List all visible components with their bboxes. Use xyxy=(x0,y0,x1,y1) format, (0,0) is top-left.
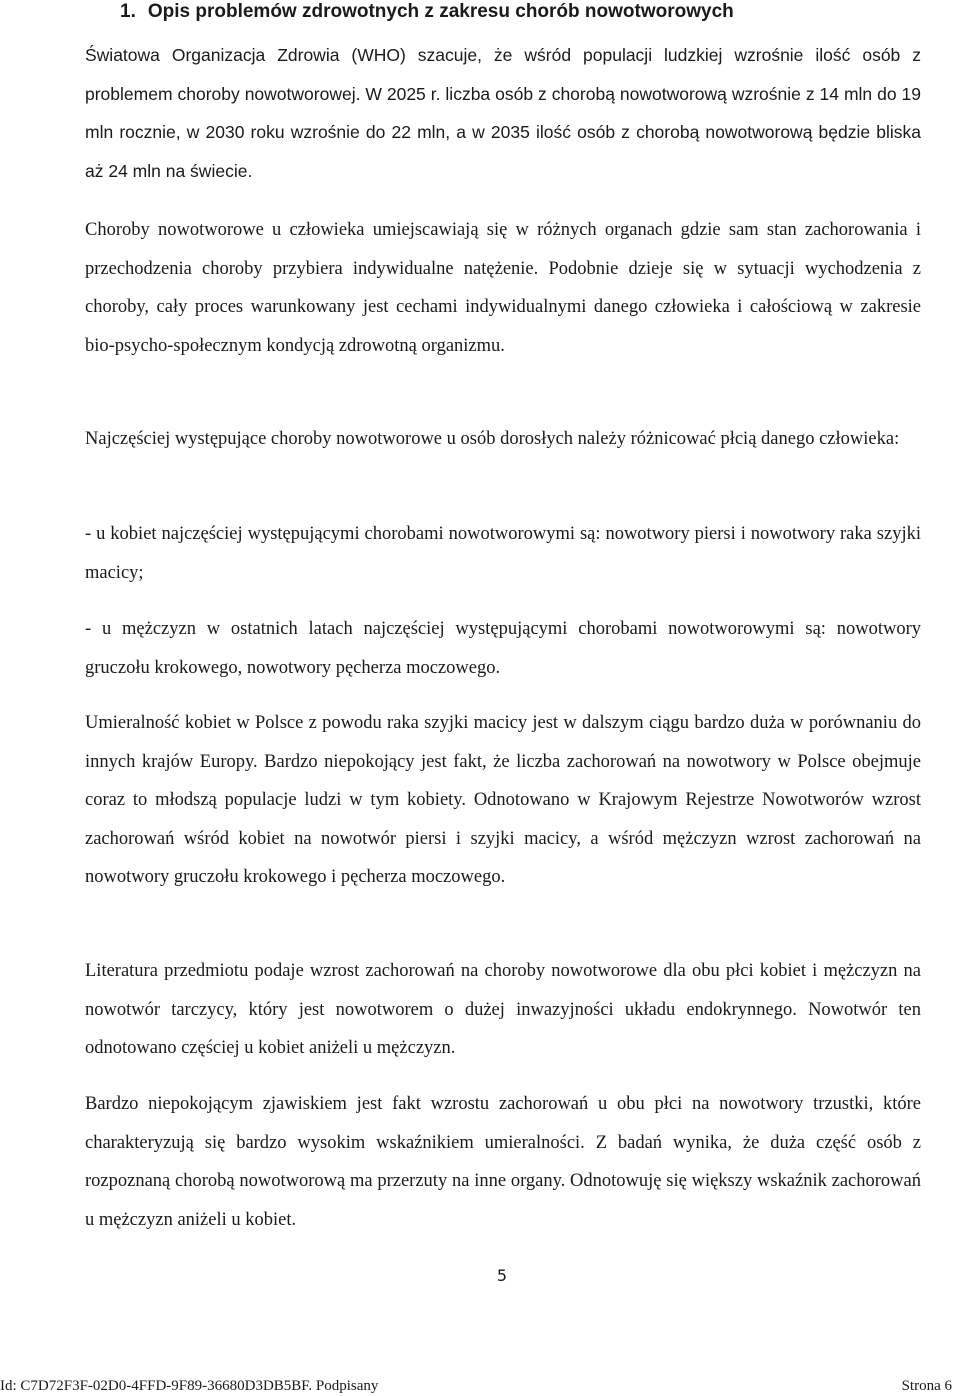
paragraph-cancer-organs: Choroby nowotworowe u człowieka umiejscawiają się w różnych organach gdzie sam stan zachorowania i przechodzenia choroby przybiera indywidualne natężenie. Podobnie dzieje się w sytuacji wychodzenia z choroby, cały proces warunkowany jest cechami indywidualnymi danego człowieka i całościową w zakresie bio-psycho-społecznym kondycją zdrowotną organizmu. xyxy=(85,220,921,356)
signature-id: Id: C7D72F3F-02D0-4FFD-9F89-36680D3DB5BF. Podpisany xyxy=(0,1378,379,1394)
document-footer xyxy=(0,1376,960,1396)
paragraph-mortality-poland: Umieralność kobiet w Polsce z powodu raka szyjki macicy jest w dalszym ciągu bardzo duża w porównaniu do innych krajów Europy. Bardzo niepokojący jest fakt, że liczba zachorowań na nowotwory w Polsce obejmuje coraz to młodszą populacje ludzi w tym kobiety. Odnotowano w Krajowym Rejestrze Nowotworów wzrost zachorowań wśród kobiet na nowotwór piersi i szyjki macicy, a wśród mężczyzn wzrost zachorowań na nowotwory gruczołu krokowego i pęcherza moczowego. xyxy=(85,713,921,887)
paragraph-men-cancers: - u mężczyzn w ostatnich latach najczęściej występującymi chorobami nowotworowymi są: nowotwory gruczołu krokowego, nowotwory pęcherza moczowego. xyxy=(85,619,921,678)
paragraph-common-cancers: Najczęściej występujące choroby nowotworowe u osób dorosłych należy różnicować płcią danego człowieka: xyxy=(85,429,900,449)
page-number: 5 xyxy=(496,1266,508,1285)
paragraph-pancreas: Bardzo niepokojącym zjawiskiem jest fakt wzrostu zachorowań u obu płci na nowotwory trzustki, które charakteryzują się bardzo wysokim wskaźnikiem umieralności. Z badań wynika, że duża część osób z rozpoznaną chorobą nowotworową ma przerzuty na inne organy. Odnotowuję się większy wskaźnik zachorowań u mężczyzn aniżeli u kobiet. xyxy=(85,1094,921,1230)
section-heading xyxy=(120,0,734,24)
paragraph-women-cancers: - u kobiet najczęściej występującymi chorobami nowotworowymi są: nowotwory piersi i nowotwory raka szyjki macicy; xyxy=(85,524,921,583)
section-number: 1. xyxy=(120,1,136,22)
paragraph-who-estimate: Światowa Organizacja Zdrowia (WHO) szacuje, że wśród populacji ludzkiej wzrośnie ilość osób z problemem choroby nowotworowej. W 2025 r. liczba osób z chorobą nowotworową wzrośnie z 14 mln do 19 mln rocznie, w 2030 roku wzrośnie do 22 mln, a w 2035 ilość osób z chorobą nowotworową będzie bliska aż 24 mln na świecie. xyxy=(85,45,921,181)
paragraph-thyroid: Literatura przedmiotu podaje wzrost zachorowań na choroby nowotworowe dla obu płci kobiet i mężczyzn na nowotwór tarczycy, który jest nowotworem o dużej inwazyjności układu endokrynnego. Nowotwór ten odnotowano częściej u kobiet aniżeli u mężczyzn. xyxy=(85,961,921,1058)
page-indicator: Strona 6 xyxy=(901,1378,952,1394)
section-title: Opis problemów zdrowotnych z zakresu chorób nowotworowych xyxy=(147,1,734,22)
